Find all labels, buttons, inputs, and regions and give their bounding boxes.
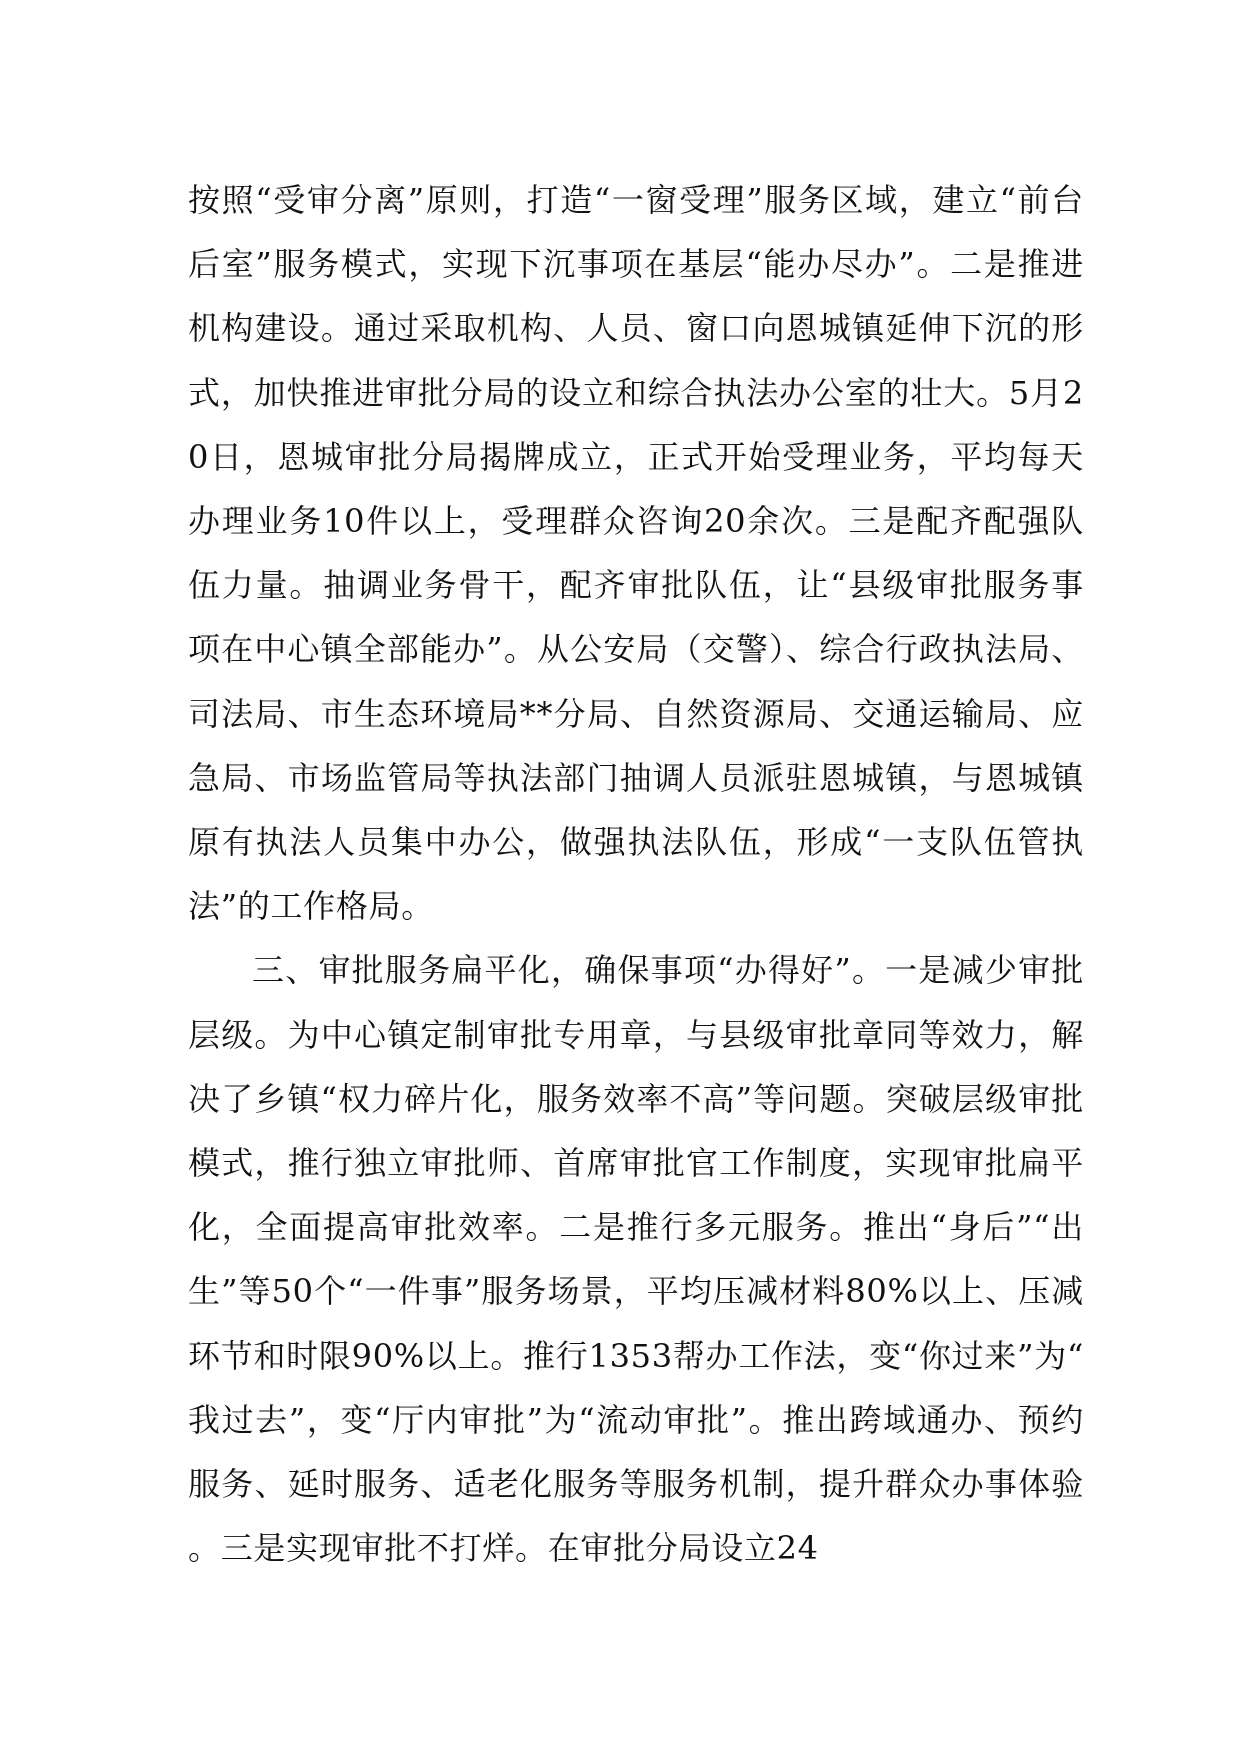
paragraph-section-three: 三、审批服务扁平化，确保事项“办得好”。一是减少审批层级。为中心镇定制审批专用章，与县级审批章同等效力，解决了乡镇“权力碎片化，服务效率不高”等问题。突破层级审批模式，推行独立审批师、首席审批官工作制度，实现审批扁平化，全面提高审批效率。二是推行多元服务。推出“身后”“出生”等50个“一件事”服务场景，平均压减材料80%以上、压减环节和时限90%以上。推行1353帮办工作法，变“你过来”为“我过去”，变“厅内审批”为“流动审批”。推出跨域通办、预约服务、延时服务、适老化服务等服务机制，提升群众办事体验。三是实现审批不打烊。在审批分局设立24 bbox=[188, 951, 1084, 1568]
paragraph-continuation: 按照“受审分离”原则，打造“一窗受理”服务区域，建立“前台后室”服务模式，实现下沉事项在基层“能办尽办”。二是推进机构建设。通过采取机构、人员、窗口向恩城镇延伸下沉的形式，加快推进审批分局的设立和综合执法办公室的壮大。5月20日，恩城审批分局揭牌成立，正式开始受理业务，平均每天办理业务10件以上，受理群众咨询20余次。三是配齐配强队伍力量。抽调业务骨干，配齐审批队伍，让“县级审批服务事项在中心镇全部能办”。从公安局（交警）、综合行政执法局、司法局、市生态环境局**分局、自然资源局、交通运输局、应急局、市场监管局等执法部门抽调人员派驻恩城镇，与恩城镇原有执法人员集中办公，做强执法队伍，形成“一支队伍管执法”的工作格局。 bbox=[188, 181, 1084, 926]
document-body bbox=[188, 168, 1084, 1580]
